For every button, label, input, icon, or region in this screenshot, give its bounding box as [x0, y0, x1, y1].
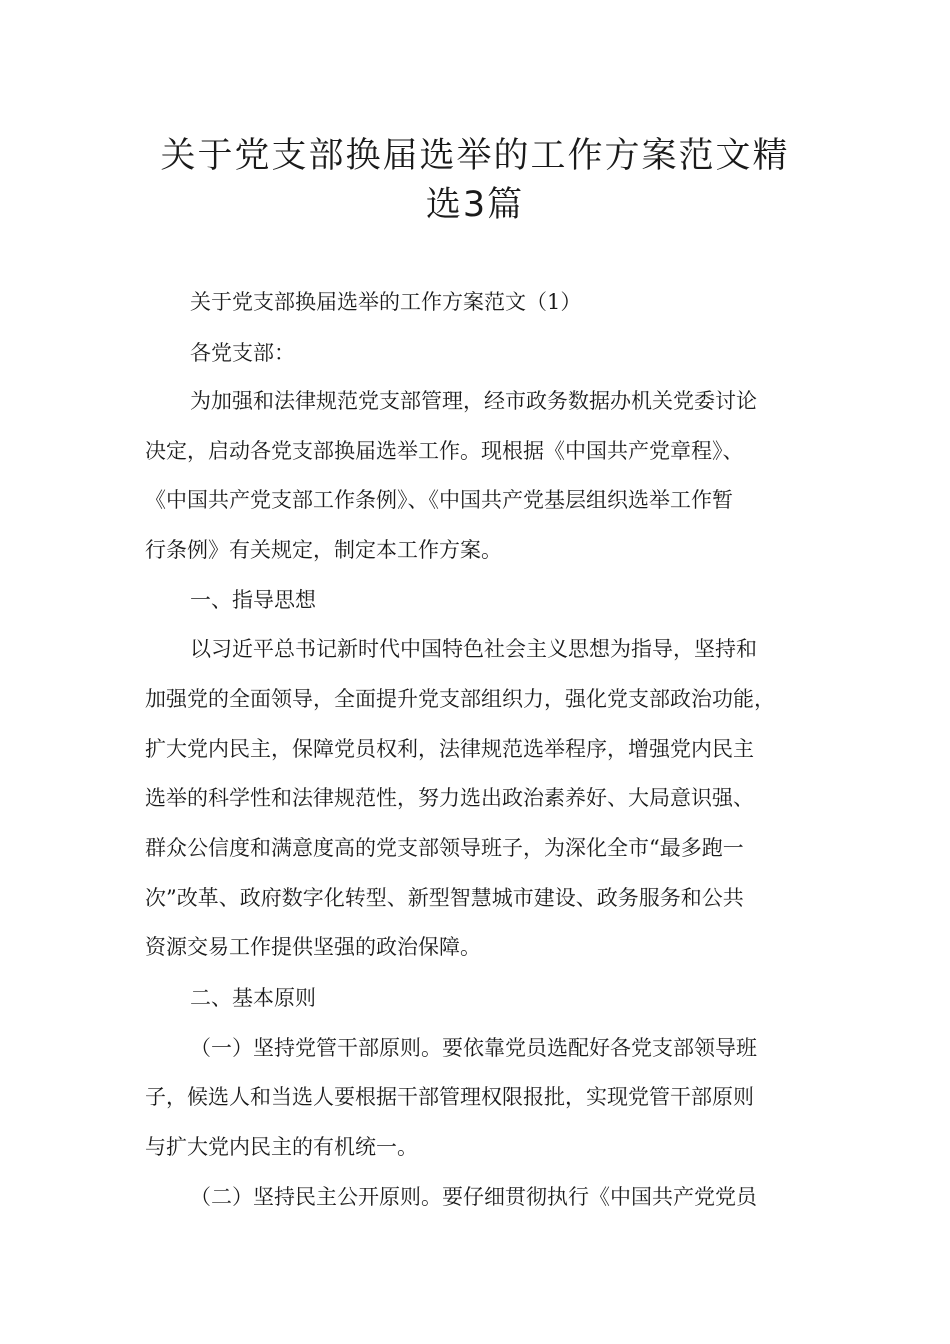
paragraph-line: 行条例》有关规定，制定本工作方案。 — [145, 538, 502, 562]
paragraph-line: （二）坚持民主公开原则。要仔细贯彻执行《中国共产党党员 — [190, 1185, 757, 1209]
paragraph-line: 次”改革、政府数字化转型、新型智慧城市建设、政务服务和公共 — [145, 886, 744, 910]
section-heading-guiding-ideology: 一、指导思想 — [190, 588, 316, 612]
paragraph-line: 为加强和法律规范党支部管理，经市政务数据办机关党委讨论 — [190, 389, 757, 413]
paragraph-line: 决定，启动各党支部换届选举工作。现根据《中国共产党章程》、 — [145, 439, 744, 463]
paragraph-line: 选举的科学性和法律规范性，努力选出政治素养好、大局意识强、 — [145, 786, 754, 810]
section-heading-basic-principles: 二、基本原则 — [190, 986, 316, 1010]
paragraph-line: 子，候选人和当选人要根据干部管理权限报批，实现党管干部原则 — [145, 1085, 754, 1109]
paragraph-line: 群众公信度和满意度高的党支部领导班子，为深化全市“最多跑一 — [145, 836, 744, 860]
paragraph-line: 以习近平总书记新时代中国特色社会主义思想为指导，坚持和 — [190, 637, 757, 661]
paragraph-line: 与扩大党内民主的有机统一。 — [145, 1135, 418, 1159]
paragraph-line: 加强党的全面领导，全面提升党支部组织力，强化党支部政治功能， — [145, 687, 775, 711]
document-title-line-2: 选3篇 — [425, 185, 525, 225]
document-title-line-1: 关于党支部换届选举的工作方案范文精 — [160, 136, 790, 176]
paragraph-line: 扩大党内民主，保障党员权利，法律规范选举程序，增强党内民主 — [145, 737, 754, 761]
paragraph-line: （一）坚持党管干部原则。要依靠党员选配好各党支部领导班 — [190, 1036, 757, 1060]
section-heading-article-1: 关于党支部换届选举的工作方案范文（1） — [190, 290, 582, 314]
paragraph-line: 《中国共产党支部工作条例》、《中国共产党基层组织选举工作暂 — [145, 488, 733, 512]
paragraph-line: 资源交易工作提供坚强的政治保障。 — [145, 935, 481, 959]
salutation: 各党支部： — [190, 341, 295, 365]
